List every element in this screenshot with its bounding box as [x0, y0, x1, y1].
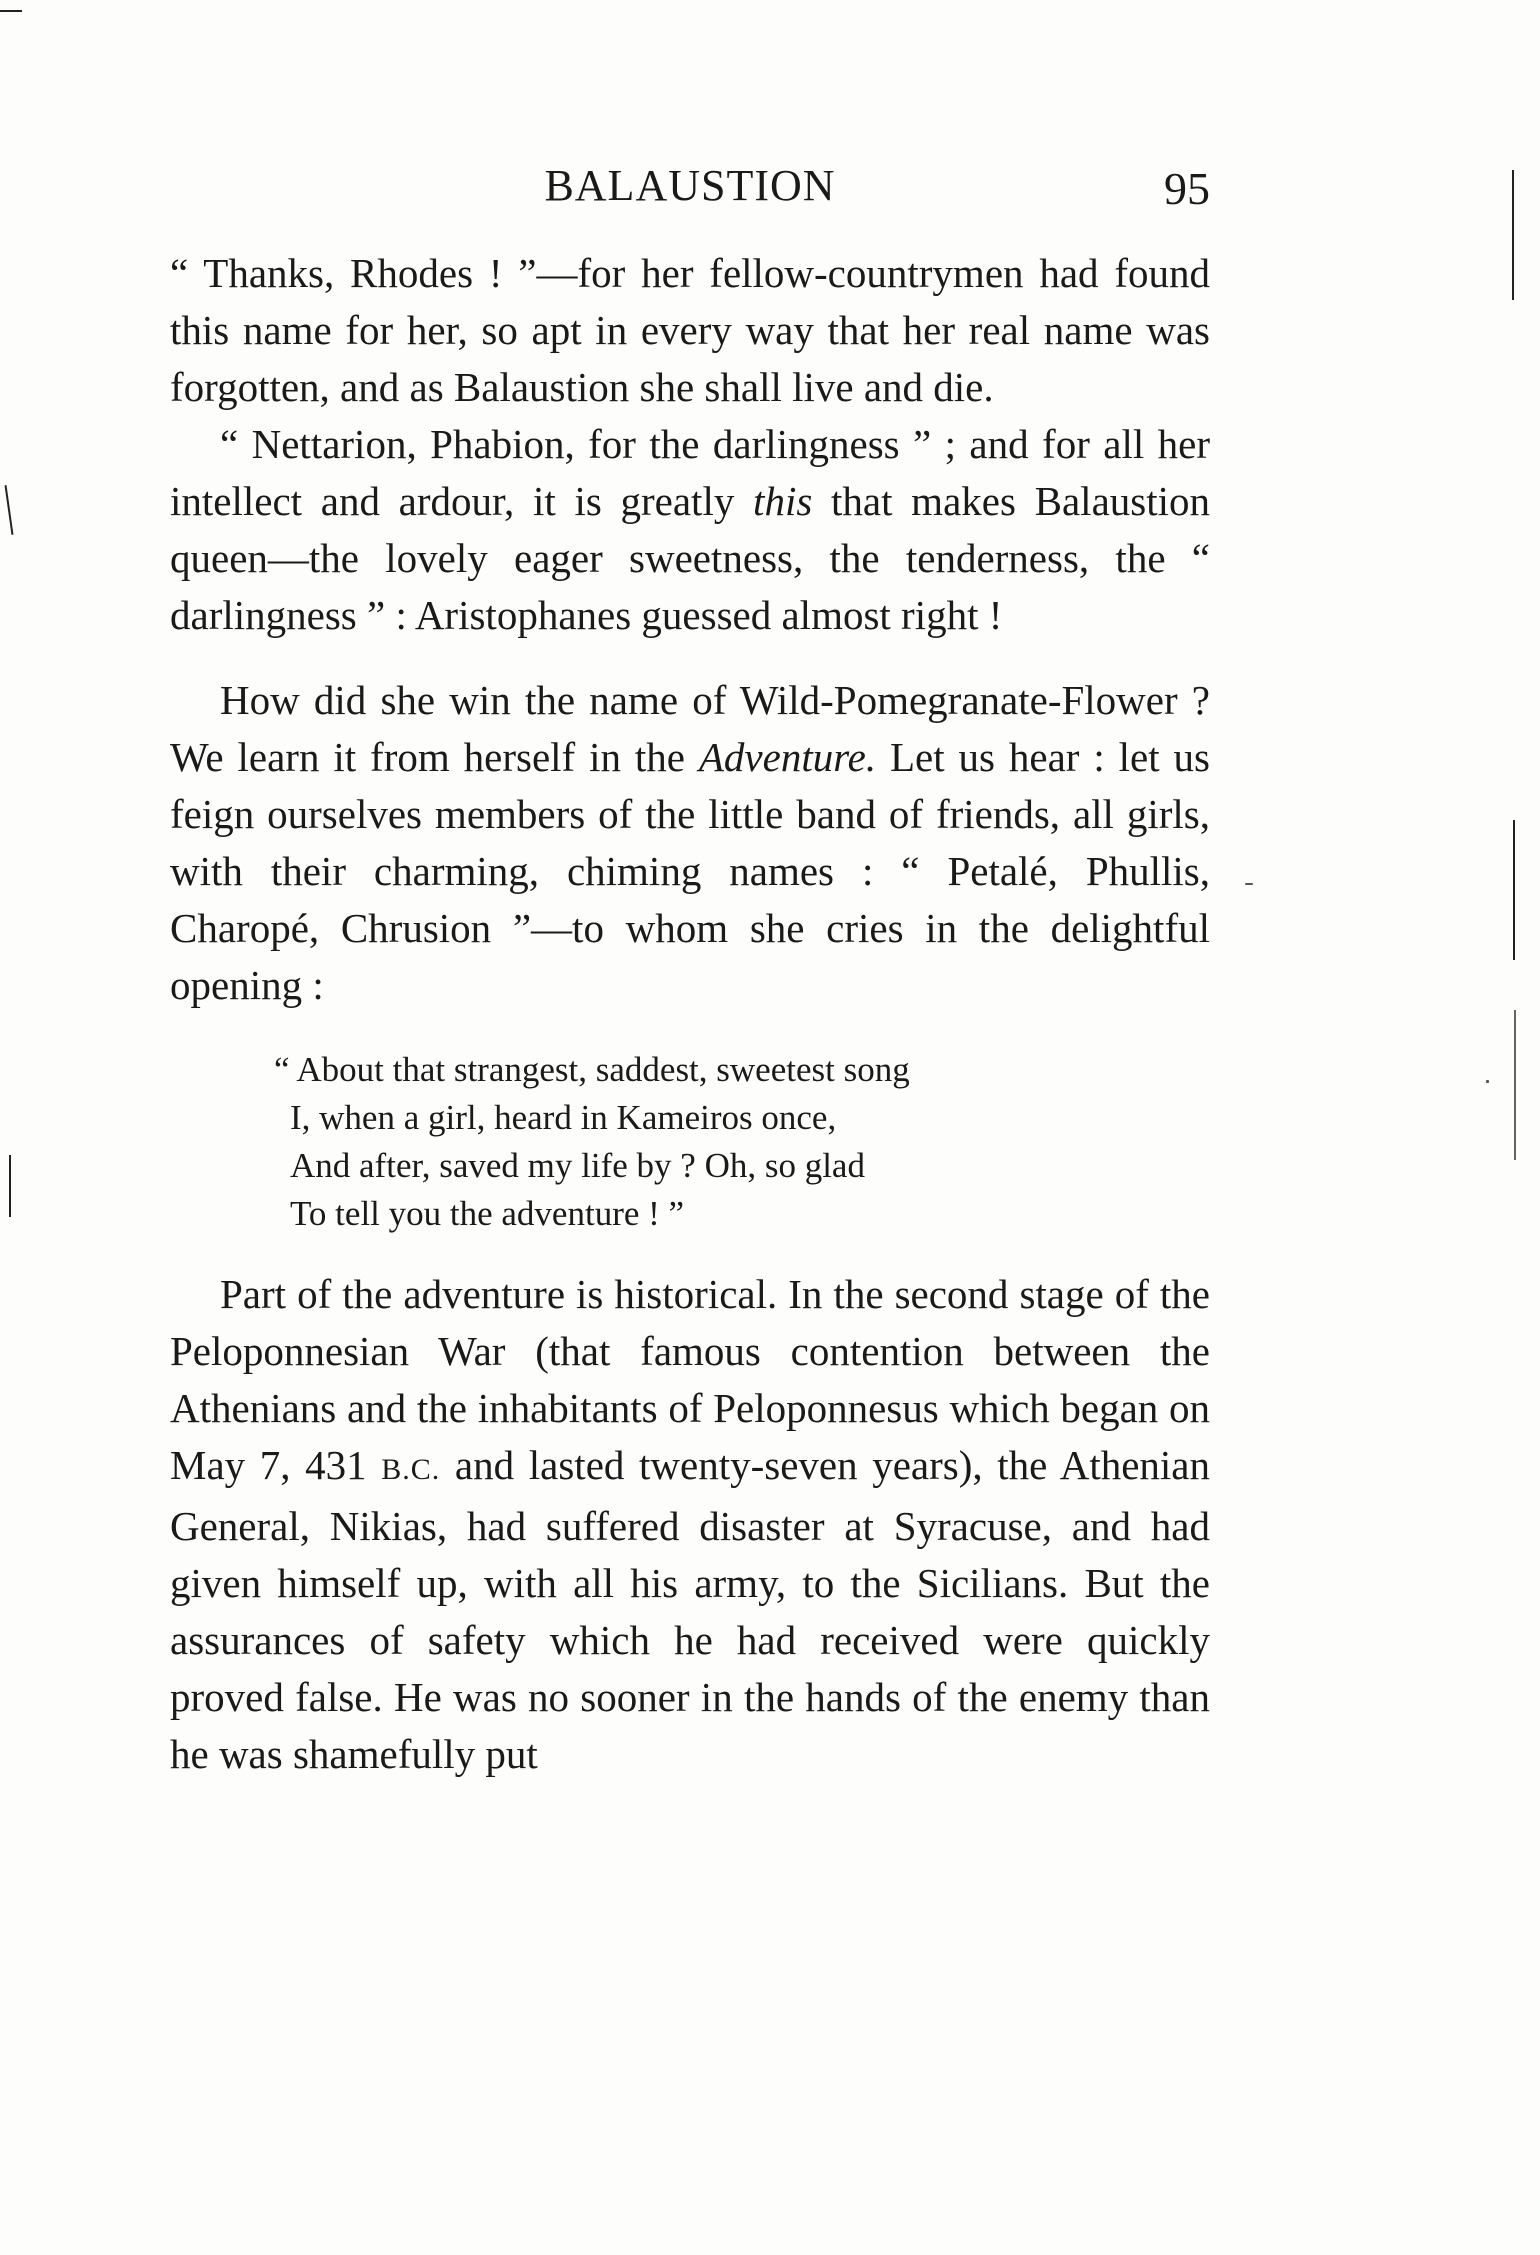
paragraph-nettarion	[170, 416, 1210, 644]
scan-speck	[1486, 1080, 1489, 1083]
scan-speck	[1245, 883, 1253, 885]
scan-edge-mark	[1513, 820, 1515, 960]
page-number: 95	[1164, 163, 1210, 214]
paragraph-text: How did she win the name of Wild-Pomegranate-Flower ? We learn it from herself in the	[170, 677, 1210, 780]
paragraph-pomegranate-flower	[170, 672, 1210, 1014]
scan-edge-mark	[0, 10, 22, 12]
scan-edge-mark	[5, 485, 14, 535]
paragraph-text: Part of the adventure is historical. In the second stage of the Peloponnesian War (that famous contention between the Athenians and the inhabitants of Peloponnesus which began on May 7, 431	[170, 1271, 1210, 1488]
verse-line: To tell you the adventure ! ”	[290, 1194, 685, 1233]
scan-edge-mark	[1514, 1010, 1516, 1160]
verse-quotation	[274, 1046, 1210, 1238]
emphasis-title: Adventure.	[698, 734, 877, 780]
verse-line: And after, saved my life by ? Oh, so glad	[290, 1146, 865, 1185]
running-title: BALAUSTION	[544, 161, 836, 210]
scan-edge-mark	[9, 1155, 11, 1217]
paragraph-history	[170, 1266, 1210, 1783]
emphasis-text: this	[753, 478, 813, 524]
paragraph-text: and lasted twenty-seven years), the Athenian General, Nikias, had suffered disaster at Syracuse, and had given himself up, with all his army, to the Sicilians. But the assurances of safety which he had received were quickly proved false. He was no sooner in the hands of the enemy than he was shamefully put	[170, 1442, 1210, 1777]
scan-edge-mark	[1512, 170, 1514, 300]
page-header	[170, 160, 1210, 220]
paragraph-text: Let us hear : let us feign ourselves members of the little band of friends, all girls, with their charming, chiming names : “ Petalé, Phullis, Charopé, Chrusion ”—to whom she cries in the delightful opening :	[170, 734, 1210, 1008]
paragraph-thanks-rhodes: “ Thanks, Rhodes ! ”—for her fellow-countrymen had found this name for her, so apt in every way that her real name was forgotten, and as Balaustion she shall live and die.	[170, 250, 1210, 410]
small-caps-era: B.C.	[381, 1453, 441, 1486]
verse-line: I, when a girl, heard in Kameiros once,	[290, 1098, 837, 1137]
body-text	[170, 245, 1210, 1783]
verse-line: “ About that strangest, saddest, sweetest song	[274, 1050, 910, 1089]
paragraph-text: “ Nettarion, Phabion, for the darlingness ” ; and for all her intellect and ardour, it is greatly	[170, 421, 1210, 524]
paragraph-text: that makes Balaustion queen—the lovely eager sweetness, the tenderness, the “ darlingness ” : Aristophanes guessed almost right !	[170, 478, 1210, 638]
